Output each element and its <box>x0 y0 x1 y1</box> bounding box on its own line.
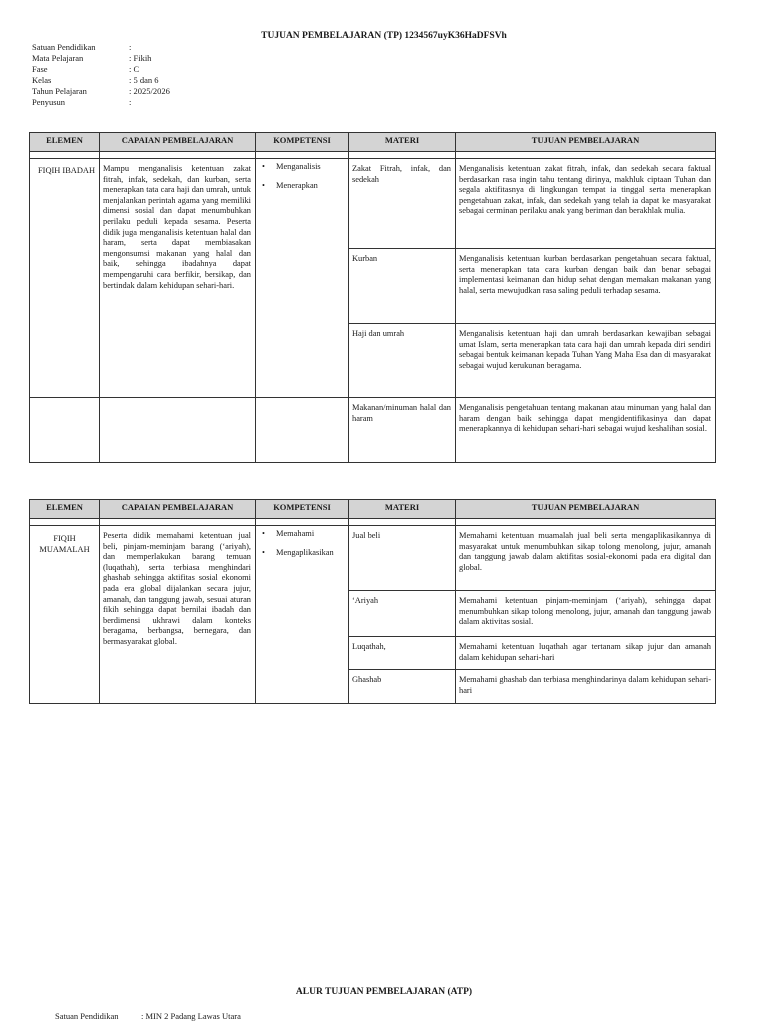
meta-row <box>32 53 170 64</box>
kompetensi-list <box>256 162 348 191</box>
meta-label: Mata Pelajaran <box>32 53 84 63</box>
header-tujuan: TUJUAN PEMBELAJARAN <box>456 133 716 152</box>
tujuan-cell: Menganalisis ketentuan zakat fitrah, infak, dan sedekah secara faktual berdasarkan rasa ingin tahu tentang dirinya, makhluk ciptaan Tuhan dan segala aktifitasnya di lingkungan tempat ia tinggal serta menerapkan pengetahuan zakat, infak, dan sedekah yang telah ia dapat ke masyarakat sebagai cerminan perilaku anak yang beriman dan berakhlak mulia. <box>456 159 716 249</box>
materi-cell: Kurban <box>349 249 456 324</box>
meta-label: Satuan Pendidikan <box>55 1011 119 1021</box>
meta-row <box>32 86 170 97</box>
tujuan-cell: Menganalisis ketentuan kurban berdasarkan pengetahuan secara faktual, serta menerapkan tata cara kurban dengan baik dan benar sebagai implementasi keimanan dan hidup sehat dengan memakan makanan yang halal, serta mewujudkan rasa saling peduli terhadap sesama. <box>456 249 716 324</box>
meta-value: : MIN 2 Padang Lawas Utara <box>141 1011 241 1021</box>
meta-value: : <box>129 42 132 52</box>
elemen-cell: FIQIH MUAMALAH <box>30 526 100 704</box>
atp-meta-row <box>55 1011 241 1021</box>
tujuan-cell: Memahami ghashab dan terbiasa menghindarinya dalam kehidupan sehari-hari <box>456 670 716 704</box>
tp-table-ibadah <box>29 132 716 463</box>
atp-title: ALUR TUJUAN PEMBELAJARAN (ATP) <box>295 987 473 997</box>
list-item: • Menganalisis <box>276 162 348 173</box>
tp-table-muamalah <box>29 499 716 704</box>
list-item: • Memahami <box>276 529 348 540</box>
meta-row <box>32 42 170 53</box>
header-tujuan: TUJUAN PEMBELAJARAN <box>456 500 716 519</box>
empty-cell <box>30 398 100 463</box>
empty-cell <box>100 398 256 463</box>
header-materi: MATERI <box>349 133 456 152</box>
meta-value: : Fikih <box>129 53 152 63</box>
capaian-cell: Peserta didik memahami ketentuan jual beli, pinjam-meminjam barang (‘ariyah), dan memperlakukan barang temuan (luqathah), serta terbiasa menghindari ghashab sehingga aktifitas sosial ekonomi pada era global dijalankan secara jujur, amanah, dan tanggung jawab, sesuai aturan fikih sehingga dapat bernilai ibadah dan berdimensi ukhrawi dalam konteks beragama, berbangsa, bernegara, dan bermasyarakat global. <box>100 526 256 704</box>
table-row <box>30 526 716 591</box>
table-header-row <box>30 500 716 519</box>
meta-value: : 2025/2026 <box>129 86 170 96</box>
tujuan-cell: Memahami ketentuan pinjam-meminjam (‘ariyah), sehingga dapat menumbuhkan sikap tolong menolong, jujur, amanah dan tanggung jawab dalam aktivitas sosial. <box>456 591 716 637</box>
tujuan-cell: Menganalisis pengetahuan tentang makanan atau minuman yang halal dan haram dengan baik sehingga dapat mengidentifikasinya dan dapat menerapkannya di kehidupan sehari-hari sebagai wujud keshalihan sosial. <box>456 398 716 463</box>
header-capaian: CAPAIAN PEMBELAJARAN <box>100 133 256 152</box>
meta-row <box>32 75 170 86</box>
materi-cell: Zakat Fitrah, infak, dan sedekah <box>349 159 456 249</box>
meta-label: Penyusun <box>32 97 66 107</box>
meta-value: : C <box>129 64 140 74</box>
list-item: • Menerapkan <box>276 181 348 192</box>
materi-cell: Jual beli <box>349 526 456 591</box>
meta-row <box>32 64 170 75</box>
table-header-row <box>30 133 716 152</box>
meta-label: Fase <box>32 64 48 74</box>
elemen-cell: FIQIH IBADAH <box>30 159 100 398</box>
materi-cell: ‘Ariyah <box>349 591 456 637</box>
materi-cell: Luqathah, <box>349 637 456 670</box>
header-kompetensi: KOMPETENSI <box>256 500 349 519</box>
document-meta <box>32 42 170 108</box>
materi-cell: Ghashab <box>349 670 456 704</box>
kompetensi-cell <box>256 159 349 398</box>
meta-value: : <box>129 97 132 107</box>
materi-cell: Haji dan umrah <box>349 324 456 398</box>
header-capaian: CAPAIAN PEMBELAJARAN <box>100 500 256 519</box>
meta-value: : 5 dan 6 <box>129 75 159 85</box>
kompetensi-cell <box>256 526 349 704</box>
tujuan-cell: Menganalisis ketentuan haji dan umrah berdasarkan kewajiban sebagai umat Islam, serta menerapkan tata cara haji dan umrah kepada diri sendiri sebagai bentuk keimanan kepada Tuhan Yang Maha Esa dan di masyarakat sebagai wujud kerukunan beragama. <box>456 324 716 398</box>
meta-label: Tahun Pelajaran <box>32 86 87 96</box>
tujuan-cell: Memahami ketentuan luqathah agar tertanam sikap jujur dan amanah dalam kehidupan sehari-hari <box>456 637 716 670</box>
kompetensi-list <box>256 529 348 558</box>
meta-label: Kelas <box>32 75 52 85</box>
materi-cell: Makanan/minuman halal dan haram <box>349 398 456 463</box>
meta-row <box>32 97 170 108</box>
header-elemen: ELEMEN <box>30 500 100 519</box>
header-kompetensi: KOMPETENSI <box>256 133 349 152</box>
table-row <box>30 398 716 463</box>
tujuan-cell: Memahami ketentuan muamalah jual beli serta mengaplikasikannya di masyarakat untuk menumbuhkan sikap tolong menolong, jujur, amanah dan tanggung jawab dalam aktifitas sosial-ekonomi pada era digital dan global. <box>456 526 716 591</box>
table-row <box>30 159 716 249</box>
header-elemen: ELEMEN <box>30 133 100 152</box>
meta-label: Satuan Pendidikan <box>32 42 96 52</box>
list-item: • Mengaplikasikan <box>276 548 348 559</box>
empty-cell <box>256 398 349 463</box>
header-materi: MATERI <box>349 500 456 519</box>
capaian-cell: Mampu menganalisis ketentuan zakat fitrah, infak, sedekah, dan kurban, serta menerapkan tata cara haji dan umrah, untuk menjalankan perintah agama yang memiliki dimensi sosial dan dapat menumbuhkan perilaku peduli kepada sesama. Peserta didik juga menganalisis ketentuan halal dan haram, serta dapat membiasakan mengonsumsi makanan yang halal dan baik, sehingga ibadahnya dapat mempengaruhi cara berfikir, bersikap, dan bertindak dalam kehidupan sehari-hari. <box>100 159 256 398</box>
page-title: TUJUAN PEMBELAJARAN (TP) 1234567uyK36HaDFSVh <box>261 31 507 41</box>
